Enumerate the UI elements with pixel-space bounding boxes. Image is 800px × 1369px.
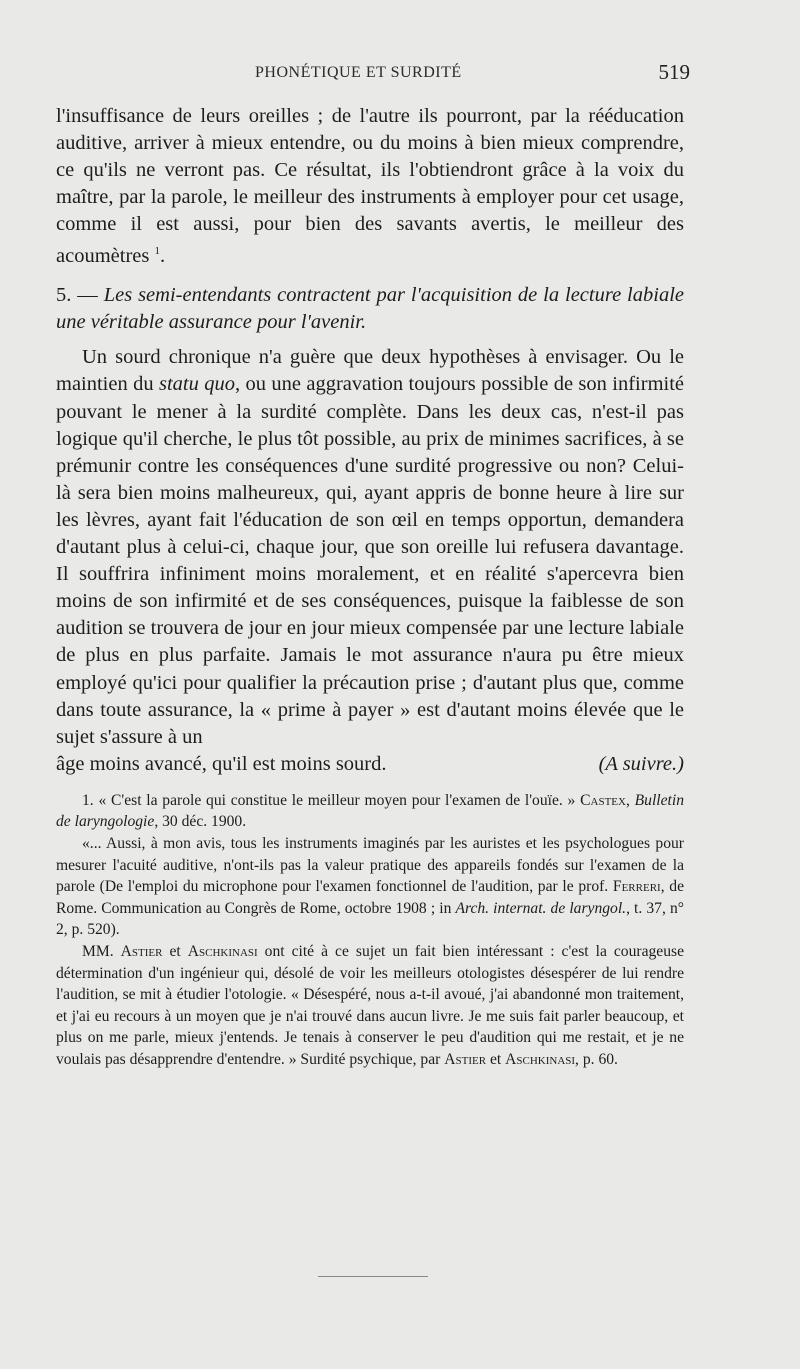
- footnote-3-author-1: Astier: [120, 943, 163, 961]
- footnote-3: [56, 941, 684, 1071]
- footnote-ref-1: 1: [154, 245, 160, 258]
- footnote-3-author-2: Aschkinasi: [187, 943, 258, 961]
- end-rule: [318, 1276, 428, 1277]
- paragraph-2-text-a: Un sourd chronique n'a guère que deux hypothèses à envisager. Ou le maintien du: [56, 346, 684, 396]
- footnote-2-text-c: , t. 37, n° 2, p. 520).: [56, 899, 684, 939]
- footnote-1-text-b: , 30 déc. 1900.: [154, 813, 247, 831]
- footnote-3-text-b: ont cité à ce sujet un fait bien intéressant : c'est la courageuse détermination d'un ingénieur qui, désolé de voir les meilleurs otologistes désespérer de lui rendre l'audition, se mit à étudier l'otologie. « Désespéré, nous a-t-il avoué, j'ai abandonné mon traitement, et j'ai eu recours à un moyen que je n'ai trouvé dans aucun livre. Je me suis fait parler beaucoup, et plus on me parle, mieux j'entends. Je tenais à conserver le peu d'audition qui me restait, et je ne voulais pas désapprendre d'entendre. » Surdité psychique, par: [56, 943, 684, 1069]
- footnote-1-sep: ,: [625, 791, 635, 809]
- footnote-1: [56, 790, 684, 833]
- to-be-continued: (A suivre.): [598, 752, 684, 775]
- paragraph-2-text-b: , ou une aggravation toujours possible de son infirmité pouvant le mener à la surdité complète. Dans les deux cas, n'est-il pas logique qu'il cherche, le plus tôt possible, au prix de minimes sacrifices, à se prémunir contre les conséquences d'une surdité progressive ou non? Celui-là sera bien moins malheureux, qui, ayant appris de bonne heure à lire sur les lèvres, ayant fait l'éducation de son œil en temps opportun, demandera d'autant plus à celui-ci, chaque jour, que son oreille lui refusera davantage. Il souffrira infiniment moins moralement, et en réalité s'apercevra bien moins de son infirmité et de ses conséquences, puisque la faiblesse de son audition se trouvera de jour en jour mieux compensée par une lecture labiale de plus en plus parfaite. Jamais le mot assurance n'aura pu être mieux employé qu'ici pour qualifier la précaution prise ; d'autant plus que, comme dans toute assurance, la « prime à payer » est d'autant moins élevée que le sujet s'assure à un: [56, 373, 685, 748]
- paragraph-1: [56, 103, 684, 270]
- page-body: [56, 103, 684, 1071]
- section-title-text: Les semi-entendants contractent par l'acquisition de la lecture labiale une véritable assurance pour l'avenir.: [56, 284, 684, 334]
- statu-quo: statu quo: [159, 373, 236, 396]
- footnote-2-text-a: «... Aussi, à mon avis, tous les instruments imaginés par les auristes et les psychologues pour mesurer l'acuité auditive, n'ont-ils pas la valeur pratique des appareils fondés sur l'examen de la parole (De l'emploi du microphone pour l'examen fonctionnel de l'audition, par le prof.: [56, 835, 684, 896]
- footnote-2-author: Ferreri: [612, 878, 661, 896]
- paragraph-2-last-text: âge moins avancé, qu'il est moins sourd.: [56, 752, 387, 775]
- footnote-3-text-a: MM.: [82, 943, 121, 961]
- page-number: 519: [658, 60, 690, 84]
- section-heading: [56, 282, 684, 336]
- page-header: [0, 60, 800, 90]
- running-head: PHONÉTIQUE ET SURDITÉ: [255, 64, 462, 81]
- footnote-1-author: Castex: [580, 791, 626, 809]
- footnote-3-author-4: Aschkinasi: [505, 1051, 576, 1069]
- footnote-3-text-c: , p. 60.: [575, 1051, 618, 1069]
- footnote-1-journal: Bulletin de laryngologie: [56, 791, 684, 831]
- paragraph-1-text: l'insuffisance de leurs oreilles ; de l'autre ils pourront, par la rééducation auditive, arriver à mieux entendre, ou du moins à bien mieux comprendre, ce qu'ils ne verront pas. Ce résultat, ils l'obtiendront grâce à la voix du maître, par la parole, le meilleur des instruments à employer pour cet usage, comme il est aussi, pour bien des savants avertis, le meilleur des acoumètres: [56, 105, 684, 268]
- paragraph-2: [56, 344, 684, 750]
- paragraph-2-last-line: [56, 751, 684, 778]
- footnote-2-journal: Arch. internat. de laryngol.: [455, 899, 627, 917]
- footnote-3-et-2: et: [486, 1051, 506, 1069]
- footnotes: [56, 790, 684, 1071]
- footnote-3-et-1: et: [162, 943, 188, 961]
- section-number: 5. —: [56, 284, 98, 307]
- paragraph-1-end: .: [159, 245, 166, 268]
- footnote-1-text-a: 1. « C'est la parole qui constitue le meilleur moyen pour l'examen de l'ouïe. »: [82, 791, 581, 809]
- footnote-2-text-b: , de Rome. Communication au Congrès de Rome, octobre 1908 ; in: [56, 878, 685, 917]
- footnote-3-author-3: Astier: [444, 1051, 487, 1069]
- footnote-2: [56, 833, 684, 941]
